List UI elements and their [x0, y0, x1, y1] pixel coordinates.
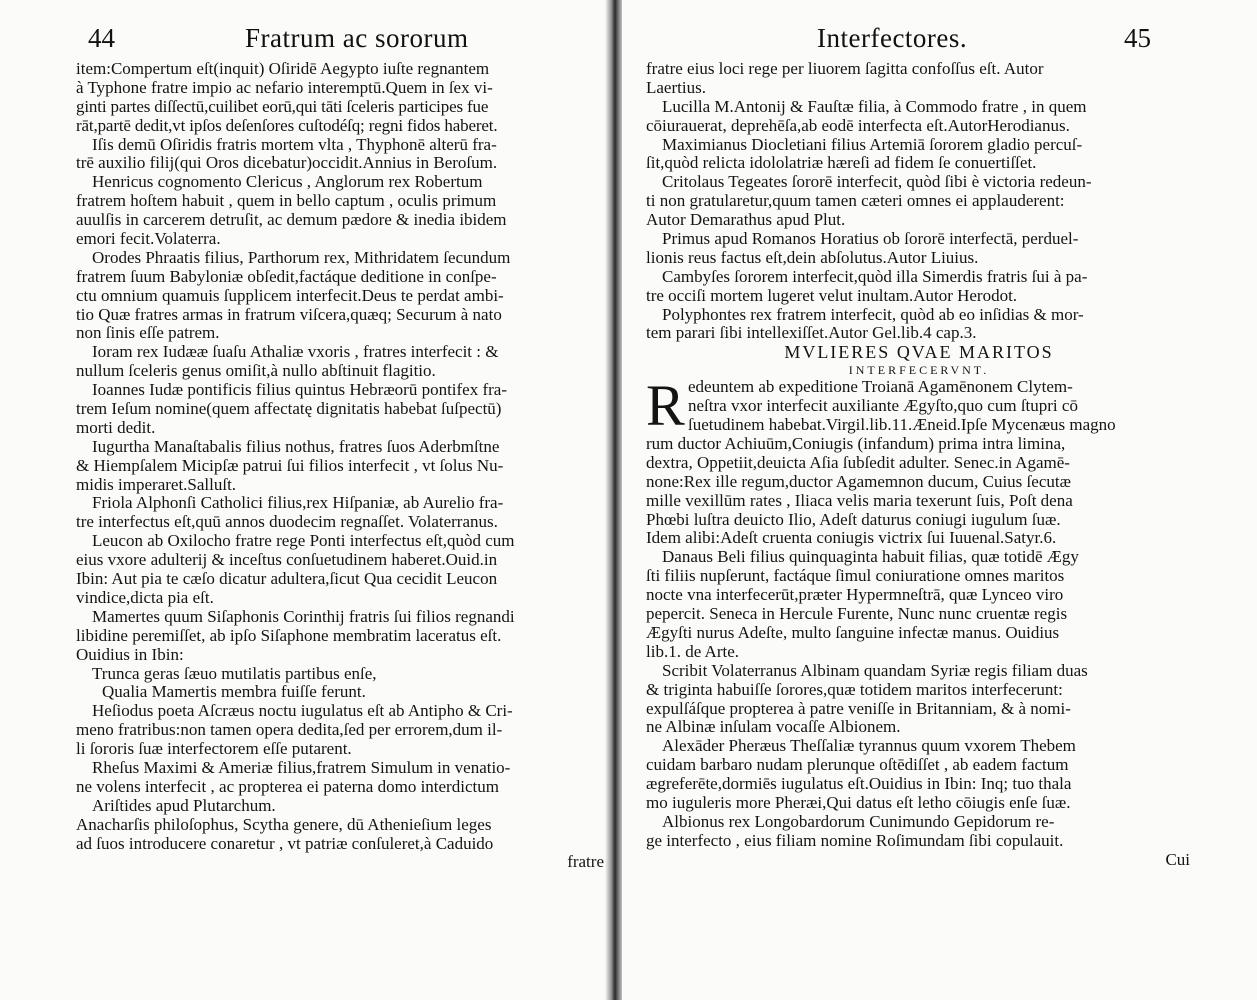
text-line: item:Compertum eſt(inquit) Oſiridē Aegypto iuſte regnantem — [76, 60, 490, 78]
text-line: dextra, Oppetiit,deuicta Aſia ſubſedit adulter. Senec.in Agamē- — [646, 453, 1070, 472]
running-head: Interfectores. — [817, 23, 968, 53]
text-line: tre interfectus eſt,quū annos duodecim regnaſſet. Volaterranus. — [76, 513, 498, 532]
text-line: Henricus cognomento Clericus , Anglorum rex Robertum — [92, 173, 483, 192]
text-line: Rheſus Maximi & Ameriæ filius,fratrem Simulum in venatio- — [92, 758, 511, 777]
text-line: ne volens interfecit , ac propterea ei paterna domo interdictum — [76, 777, 499, 796]
text-line: vindice,dicta pia eſt. — [76, 588, 214, 607]
text-line: lionis reus factus eſt,dein abſolutus.Autor Liuius. — [646, 248, 979, 267]
section-heading: MVLIERES QVAE MARITOS — [784, 342, 1054, 363]
text-line: li ſororis ſuæ interfectorem eſſe putarent. — [76, 740, 352, 759]
text-line: ne Albinæ inſulam vocaſſe Albionem. — [646, 718, 901, 737]
text-line: ſti filiis nupſerunt, factáque ſimul coniuratione omnes maritos — [646, 567, 1065, 586]
text-line: à Typhone fratre impio ac nefario interemptū.Quem in ſex vi- — [76, 78, 493, 97]
text-line: Ibin: Aut pia te cæſo dicatur adultera,ſicut Qua cecidit Leucon — [76, 570, 498, 589]
text-line: ge interfecto , eius filiam nomine Roſimundam ſibi copulauit. — [646, 831, 1064, 850]
text-line: Phœbi luſtra deuicto Ilio, Adeſt daturus coniugi iugulum ſuæ. — [646, 510, 1061, 529]
text-line: cuidam barbaro nudam plerunque oſtēdiſſet , ab eadem factum — [646, 756, 1069, 775]
text-line: non ſinis eſſe patrem. — [76, 324, 220, 343]
text-line: ad ſuos introducere conaretur , vt patriæ conſuleret,à Caduido — [76, 834, 494, 853]
text-line: Mamertes quum Siſaphonis Corinthij fratris ſui filios regnandi — [92, 607, 515, 626]
text-line: Ariſtides apud Plutarchum. — [92, 796, 276, 815]
text-line: ti non gratularetur,quum tamen cæteri omnes ei applauderent: — [646, 192, 1065, 211]
text-line: Ægyſti nurus Adeſte, multo ſanguine infectæ manus. Ouidius — [646, 623, 1060, 642]
text-line: eius vxore adulterij & inceſtus conſuetudinem haberet.Ouid.in — [76, 551, 498, 570]
text-line: Iugurtha Manaſtabalis filius nothus, fratres ſuos Aderbmſtne — [92, 437, 500, 456]
text-line: ctu omnium quamuis ſupplicem interfecit.Deus te perdat ambi- — [76, 286, 504, 305]
text-line: nocte vna interfecerūt,præter Hypermneſtrā, quæ Lynceo viro — [646, 586, 1064, 605]
text-line: Laertius. — [646, 78, 706, 97]
text-line: Cambyſes ſororem interfecit,quòd illa Simerdis fratris ſui à pa- — [662, 267, 1088, 286]
text-line: ginti partes diſſectū,cuilibet eorū,qui tāti ſceleris participes fue — [76, 97, 489, 116]
text-line: Primus apud Romanos Horatius ob ſororē interfectā, perduel- — [662, 230, 1079, 249]
text-line: mo iuguleris more Pheræi,Qui datus eſt letho cōiugis enſe ſuæ. — [646, 793, 1071, 812]
text-line: Ioram rex Iudææ ſuaſu Athaliæ vxoris , fratres interfecit : & — [92, 343, 499, 362]
text-line: Cui — [1165, 850, 1190, 869]
page-number: 44 — [88, 23, 115, 53]
text-line: meno fratribus:non tamen opera dedita,ſed per errorem,dum il- — [76, 721, 503, 740]
text-line: ægreferēte,dormiēs iugulatus eſt.Ouidius in Ibin: Inq; tuo thala — [646, 775, 1072, 794]
text-line: Qualia Mamertis membra fuiſſe ferunt. — [102, 683, 366, 702]
text-line: Heſiodus poeta Aſcræus noctu iugulatus eſt ab Antipho & Cri- — [92, 702, 513, 721]
text-line: neſtra vxor interfecit auxiliante Ægyſto,quo cum ſtupri cō — [688, 397, 1078, 416]
text-line: Anacharſis philoſophus, Scytha genere, dū Athenieſium leges — [76, 815, 492, 834]
text-line: Orodes Phraatis filius, Parthorum rex, Mithridatem ſecundum — [92, 248, 511, 267]
left-page-text — [76, 60, 606, 872]
text-line: Trunca geras ſæuo mutilatis partibus enſe, — [92, 664, 377, 683]
text-line: tio Quæ fratres armas in fratrum viſcera,quæq; Securum à nato — [76, 305, 502, 324]
text-line: Leucon ab Oxilocho fratre rege Ponti interfectus eſt,quòd cum — [92, 532, 515, 551]
text-line: tre occiſi mortem lugeret velut inultam.Autor Herodot. — [646, 286, 1018, 305]
text-line: midis imperaret.Salluſt. — [76, 475, 237, 494]
text-line: fratre — [567, 853, 604, 872]
text-line: libidine peremiſſet, ab ipſo Siſaphone membratim laceratus eſt. — [76, 626, 502, 645]
text-block — [646, 373, 1192, 439]
text-line: Polyphontes rex fratrem interfecit, quòd ab eo inſidias & mor- — [662, 305, 1084, 324]
text-line: Iſis demū Oſiridis fratris mortem vlta , Thyphonē alterū fra- — [92, 135, 497, 154]
text-line: emori fecit.Volaterra. — [76, 230, 221, 249]
text-line: Danaus Beli filius quinquaginta habuit filias, quæ totidē Ægy — [662, 548, 1079, 567]
text-line: mille vexillūm rates , Iliaca velis maria texerunt ſuis, Poſt dena — [646, 491, 1073, 510]
text-line: Maximianus Diocletiani filius Artemiā ſororem gladio percuſ- — [662, 135, 1083, 154]
drop-cap: R — [646, 373, 685, 439]
text-line: expulſáſque propterea à patre veniſſe in Britanniam, & à nomi- — [646, 699, 1071, 718]
right-page-text — [646, 60, 1192, 870]
drop-cap-paragraph — [646, 373, 1192, 439]
text-line: pepercit. Seneca in Hercule Furente, Nunc nunc cruentæ regis — [646, 605, 1068, 624]
text-line: fratrem hoſtem habuit , quem in bello captum , oculis primum — [76, 192, 497, 211]
text-line: trē auxilio filij(qui Oros dicebatur)occidit.Annius in Beroſum. — [76, 154, 498, 173]
section-subheading: INTERFECERVNT. — [848, 363, 990, 378]
page-number: 45 — [1124, 23, 1151, 53]
text-line: Alexāder Pheræus Theſſaliæ tyrannus quum vxorem Thebem — [662, 737, 1076, 756]
text-line: Albionus rex Longobardorum Cunimundo Gepidorum re- — [662, 812, 1055, 831]
text-line: Ioannes Iudæ pontificis filius quintus Hebræorū pontifex fra- — [92, 381, 508, 400]
text-line: ſit,quòd relicta idololatriæ hæreſi ad fidem ſe conuertiſſet. — [646, 154, 1037, 173]
text-line: Friola Alphonſi Catholici filius,rex Hiſpaniæ, ab Aurelio fra- — [92, 494, 504, 513]
text-block — [646, 60, 1192, 343]
text-line: Idem alibi:Adeſt cruenta coniugis victrix ſui Iuuenal.Satyr.6. — [646, 529, 1057, 548]
running-head: Fratrum ac sororum — [245, 23, 469, 53]
right-page — [622, 0, 1257, 1000]
text-line: Critolaus Tegeates ſororē interfecit, quòd ſibi è victoria redeun- — [662, 173, 1092, 192]
text-line: nullum ſceleris genus omiſit,à nullo abſtinuit flagitio. — [76, 362, 436, 381]
text-line: rum ductor Achiuūm,Coniugis (infandum) prima intra limina, — [646, 435, 1066, 454]
text-line: none:Rex ille regum,ductor Agamemnon ducum, Cuius ſecutæ — [646, 472, 1071, 491]
text-line: & Hiempſalem Micipſæ patrui ſui filios interfecit , vt ſolus Nu- — [76, 456, 504, 475]
text-line: Scribit Volaterranus Albinam quandam Syriæ regis filiam duas — [662, 661, 1088, 680]
text-line: edeuntem ab expeditione Troianā Agamēnonem Clytem- — [688, 378, 1073, 397]
text-line: fratrem ſuum Babyloniæ obſedit,factáque deditione in conſpe- — [76, 267, 497, 286]
text-block — [646, 435, 1192, 869]
text-line: cōiurauerat, deprehēſa,ab eodē interfecta eſt.AutorHerodianus. — [646, 116, 1070, 135]
left-page — [0, 0, 612, 1000]
text-line: lib.1. de Arte. — [646, 642, 740, 661]
text-line: tem parari ſibi intellexiſſet.Autor Gel.lib.4 cap.3. — [646, 324, 977, 343]
text-line: morti dedit. — [76, 418, 156, 437]
text-line: & triginta habuiſſe ſorores,quæ totidem maritos interfecerunt: — [646, 680, 1063, 699]
text-line: auulſis in carcerem detruſit, ac demum pædore & inedia ibidem — [76, 211, 507, 230]
text-line: Autor Demarathus apud Plut. — [646, 211, 846, 230]
text-line: Lucilla M.Antonij & Fauſtæ filia, à Commodo fratre , in quem — [662, 97, 1087, 116]
text-line: trem Ieſum nomine(quem affectatę dignitatis habebat ſuſpectū) — [76, 400, 502, 419]
text-line: rāt,partē dedit,vt ipſos deſenſores cuſtodéſq; regni fidos haberet. — [76, 116, 498, 135]
text-line: fratre eius loci rege per liuorem ſagitta confoſſus eſt. Autor — [646, 60, 1044, 78]
text-line: ſuetudinem habebat.Virgil.lib.11.Æneid.Ipſe Mycenæus magno — [688, 416, 1116, 435]
text-line: Ouidius in Ibin: — [76, 645, 184, 664]
